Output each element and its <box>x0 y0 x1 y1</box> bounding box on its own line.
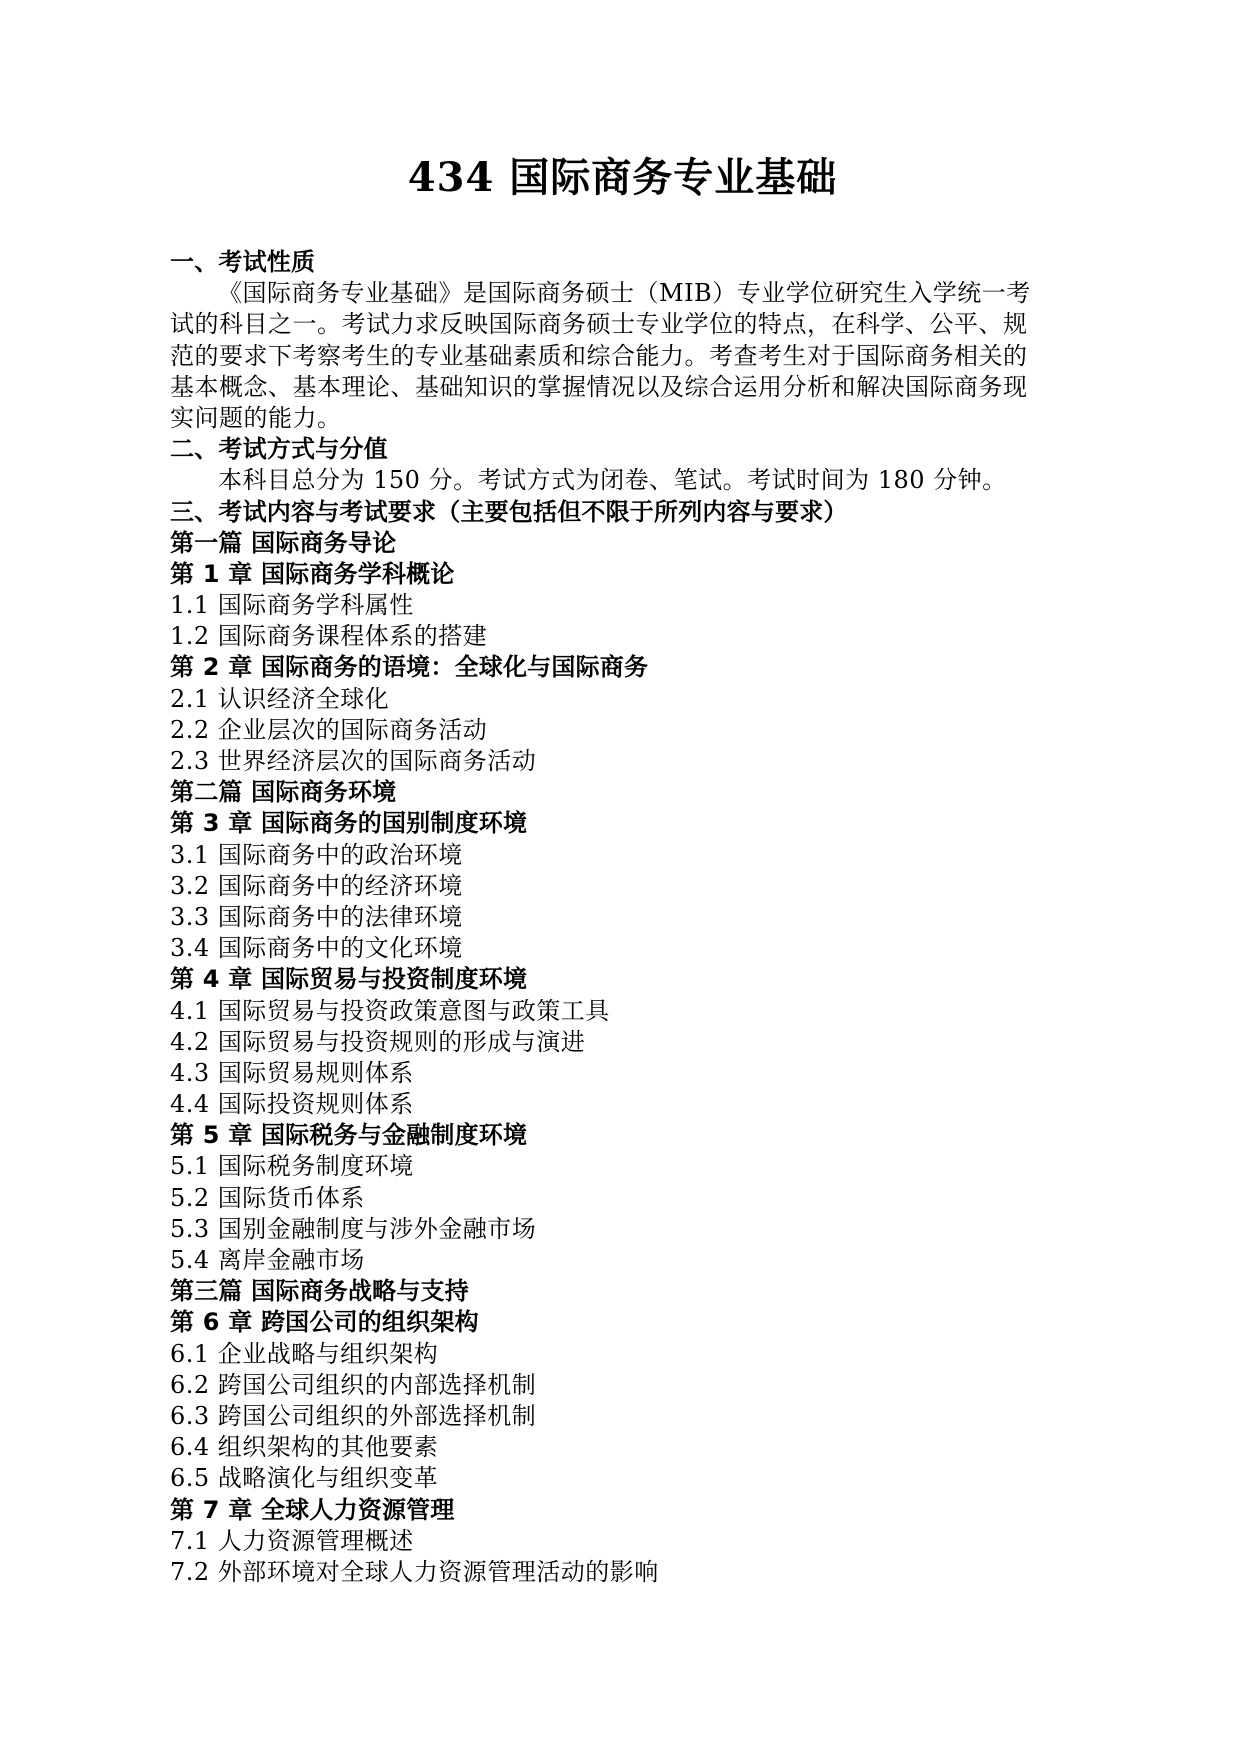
subsection-item: 5.1 国际税务制度环境 <box>170 1152 414 1181</box>
paragraph-line: 范的要求下考察考生的专业基础素质和综合能力。考查考生对于国际商务相关的 <box>170 341 1028 370</box>
subsection-item: 6.4 组织架构的其他要素 <box>170 1433 439 1462</box>
subsection-item: 5.3 国别金融制度与涉外金融市场 <box>170 1214 537 1243</box>
subsection-item: 3.3 国际商务中的法律环境 <box>170 902 463 931</box>
subsection-item: 4.3 国际贸易规则体系 <box>170 1058 414 1087</box>
document-body <box>170 247 1075 1588</box>
subsection-item: 2.3 世界经济层次的国际商务活动 <box>170 747 537 775</box>
subsection-item: 7.2 外部环境对全球人力资源管理活动的影响 <box>170 1557 659 1586</box>
paragraph-line: 基本概念、基本理论、基础知识的掌握情况以及综合运用分析和解决国际商务现 <box>170 372 1028 401</box>
subsection-item: 2.1 认识经济全球化 <box>170 684 390 713</box>
subsection-item: 3.2 国际商务中的经济环境 <box>170 871 463 900</box>
part-heading: 第二篇 国际商务环境 <box>170 778 397 807</box>
chapter-heading: 第 5 章 国际税务与金融制度环境 <box>170 1121 528 1150</box>
subsection-item: 1.1 国际商务学科属性 <box>170 591 414 620</box>
chapter-heading: 第 3 章 国际商务的国别制度环境 <box>170 809 528 838</box>
subsection-item: 1.2 国际商务课程体系的搭建 <box>170 622 488 651</box>
subsection-item: 5.2 国际货币体系 <box>170 1183 365 1212</box>
chapter-heading: 第 2 章 国际商务的语境：全球化与国际商务 <box>170 653 649 682</box>
chapter-heading: 第 7 章 全球人力资源管理 <box>170 1495 455 1524</box>
paragraph-line: 试的科目之一。考试力求反映国际商务硕士专业学位的特点，在科学、公平、规 <box>170 310 1028 339</box>
subsection-item: 3.1 国际商务中的政治环境 <box>170 840 463 869</box>
subsection-item: 5.4 离岸金融市场 <box>170 1246 365 1274</box>
chapter-heading: 第 6 章 跨国公司的组织架构 <box>170 1308 479 1337</box>
subsection-item: 6.5 战略演化与组织变革 <box>170 1464 439 1493</box>
section-heading: 三、考试内容与考试要求（主要包括但不限于所列内容与要求） <box>170 497 848 526</box>
part-heading: 第三篇 国际商务战略与支持 <box>170 1277 469 1306</box>
subsection-item: 4.4 国际投资规则体系 <box>170 1090 414 1119</box>
subsection-item: 6.2 跨国公司组织的内部选择机制 <box>170 1370 537 1399</box>
chapter-heading: 第 4 章 国际贸易与投资制度环境 <box>170 965 528 994</box>
subsection-item: 4.1 国际贸易与投资政策意图与政策工具 <box>170 996 610 1025</box>
subsection-item: 7.1 人力资源管理概述 <box>170 1526 414 1555</box>
chapter-heading: 第 1 章 国际商务学科概论 <box>170 559 455 588</box>
paragraph-line: 本科目总分为 150 分。考试方式为闭卷、笔试。考试时间为 180 分钟。 <box>218 466 1007 495</box>
subsection-item: 6.1 企业战略与组织架构 <box>170 1339 439 1368</box>
paragraph-line: 实问题的能力。 <box>170 403 342 432</box>
document-title: 434 国际商务专业基础 <box>407 154 838 201</box>
subsection-item: 6.3 跨国公司组织的外部选择机制 <box>170 1401 537 1430</box>
section-heading: 二、考试方式与分值 <box>170 435 388 464</box>
subsection-item: 2.2 企业层次的国际商务活动 <box>170 715 488 744</box>
subsection-item: 3.4 国际商务中的文化环境 <box>170 934 463 963</box>
subsection-item: 4.2 国际贸易与投资规则的形成与演进 <box>170 1027 586 1056</box>
section-heading: 一、考试性质 <box>170 248 316 276</box>
part-heading: 第一篇 国际商务导论 <box>170 528 397 557</box>
paragraph-line: 《国际商务专业基础》是国际商务硕士（MIB）专业学位研究生入学统一考 <box>218 279 1031 308</box>
